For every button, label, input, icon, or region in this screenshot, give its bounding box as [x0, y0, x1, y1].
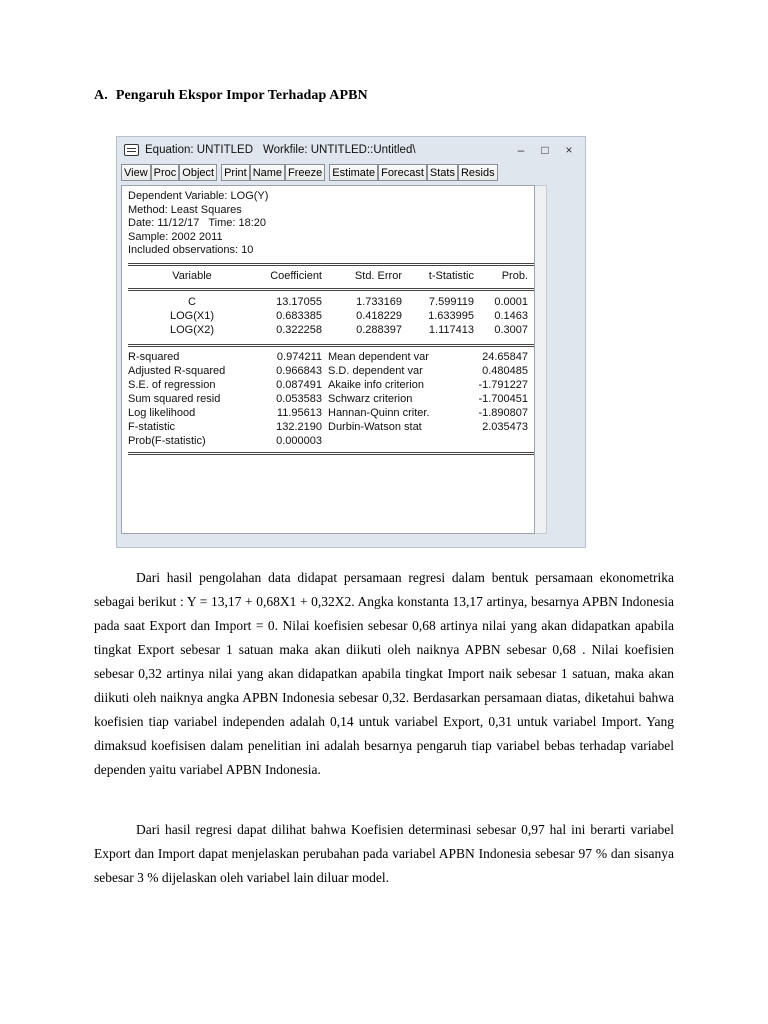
stat-label: Sum squared resid	[128, 393, 221, 405]
stat-value: -1.890807	[478, 407, 528, 419]
stat-label: Log likelihood	[128, 407, 196, 419]
view-button[interactable]: View	[121, 164, 151, 181]
section-number: A.	[94, 88, 108, 103]
paragraph-text: Dari hasil pengolahan data didapat persamaan regresi dalam bentuk persamaan ekonometrika sebagai berikut : Y = 13,17 + 0,68X1 + 0,32X2. Angka konstanta 13,17 artinya, besarnya APBN Indonesia pada saat Export dan Import = 0. Nilai koefisien sebesar 0,68 artinya nilai yang akan didapatkan apabila tingkat Export sebesar 1 satuan maka akan diikuti oleh naiknya APBN sebesar 0,68 . Nilai koefisien sebesar 0,32 artinya nilai yang akan didapatkan apabila tingkat Import naik sebesar 1 satuan, maka akan diikuti oleh naiknya angka APBN Indonesia sebesar 0,32. Berdasarkan persamaan diatas, diketahui bahwa koefisien tiap variabel independen adalah 0,14 untuk variabel Export, 0,31 untuk variabel Import. Yang dimaksud koefisisen dalam penelitian ini adalah besarnya pengaruh tiap variabel bebas terhadap variabel dependen yaitu variabel APBN Indonesia.	[94, 570, 674, 777]
output-header	[128, 190, 268, 258]
estimation-date: Date: 11/12/17 Time: 18:20	[128, 217, 266, 229]
stat-value: 0.053583	[276, 393, 322, 405]
stat-label: Durbin-Watson stat	[328, 421, 422, 433]
table-row-coefficient: 0.683385	[276, 310, 322, 322]
stat-value: 0.974211	[276, 351, 322, 363]
stat-label: Schwarz criterion	[328, 393, 413, 405]
stat-value: 132.2190	[276, 421, 322, 433]
regression-output	[121, 185, 535, 534]
freeze-button[interactable]: Freeze	[285, 164, 325, 181]
window-title	[145, 144, 515, 156]
paragraph-interpretation	[94, 566, 674, 782]
table-row-variable: LOG(X2)	[169, 324, 214, 336]
divider	[128, 263, 534, 266]
stats-button[interactable]: Stats	[427, 164, 458, 181]
resids-button[interactable]: Resids	[458, 164, 498, 181]
equation-title: Equation: UNTITLED	[145, 144, 254, 156]
table-row-t-statistic: 1.117413	[428, 324, 474, 336]
window-toolbar	[121, 164, 498, 182]
object-button[interactable]: Object	[179, 164, 217, 181]
stat-label: R-squared	[128, 351, 180, 363]
maximize-icon[interactable]: □	[541, 143, 549, 157]
observation-count: Included observations: 10	[128, 244, 254, 256]
stat-value: 11.95613	[276, 407, 322, 419]
estimate-button[interactable]: Estimate	[329, 164, 378, 181]
table-row-coefficient: 0.322258	[276, 324, 322, 336]
stat-label: Adjusted R-squared	[128, 365, 226, 377]
stat-label: Prob(F-statistic)	[128, 435, 206, 447]
stat-value: 0.480485	[482, 365, 528, 377]
divider	[128, 288, 534, 291]
estimation-method: Method: Least Squares	[128, 203, 242, 216]
name-button[interactable]: Name	[250, 164, 285, 181]
paragraph-text: Dari hasil regresi dapat dilihat bahwa Koefisien determinasi sebesar 0,97 hal ini berarti variabel Export dan Import dapat menjelaskan perubahan pada variabel APBN Indonesia sebesar 97 % dan sisanya sebesar 3 % dijelaskan oleh variabel lain diluar model.	[94, 822, 674, 885]
equation-window	[116, 136, 586, 548]
stat-value: 0.966843	[276, 365, 322, 377]
stat-label: Mean dependent var	[328, 351, 429, 363]
stat-value: 0.000003	[276, 435, 322, 447]
column-header-coefficient: Coefficient	[270, 270, 322, 282]
dependent-variable: Dependent Variable: LOG(Y)	[128, 190, 269, 202]
close-icon[interactable]: ×	[565, 143, 573, 157]
column-header-t-statistic: t-Statistic	[428, 270, 474, 282]
stat-value: -1.791227	[478, 379, 528, 391]
stat-label: S.E. of regression	[128, 379, 216, 391]
table-row-prob: 0.1463	[494, 310, 528, 322]
column-header-std-error: Std. Error	[354, 270, 402, 282]
table-row-std-error: 0.288397	[356, 324, 402, 336]
table-row-variable: C	[188, 296, 196, 308]
table-row-t-statistic: 1.633995	[428, 310, 474, 322]
table-row-std-error: 1.733169	[356, 296, 402, 308]
table-row-prob: 0.3007	[494, 324, 528, 336]
section-heading	[94, 88, 368, 104]
column-header-variable: Variable	[172, 270, 212, 282]
forecast-button[interactable]: Forecast	[378, 164, 427, 181]
paragraph-determination	[94, 818, 674, 890]
stat-value: 0.087491	[276, 379, 322, 391]
divider	[128, 452, 534, 455]
section-title: Pengaruh Ekspor Impor Terhadap APBN	[115, 88, 368, 103]
proc-button[interactable]: Proc	[151, 164, 180, 181]
equation-icon	[124, 144, 139, 156]
stat-value: 2.035473	[482, 421, 528, 433]
stat-label: S.D. dependent var	[328, 365, 423, 377]
stat-label: Hannan-Quinn criter.	[328, 407, 430, 419]
table-row-prob: 0.0001	[494, 296, 528, 308]
table-row-std-error: 0.418229	[356, 310, 402, 322]
table-row-t-statistic: 7.599119	[428, 296, 474, 308]
vertical-scrollbar[interactable]	[535, 185, 547, 534]
table-row-variable: LOG(X1)	[169, 310, 214, 322]
print-button[interactable]: Print	[221, 164, 250, 181]
workfile-title: Workfile: UNTITLED::Untitled\	[263, 144, 416, 156]
divider	[128, 344, 534, 347]
stat-value: -1.700451	[478, 393, 528, 405]
stat-label: F-statistic	[128, 421, 176, 433]
window-titlebar[interactable]	[117, 137, 585, 163]
table-row-coefficient: 13.17055	[276, 296, 322, 308]
minimize-icon[interactable]: –	[517, 143, 525, 157]
stat-label: Akaike info criterion	[328, 379, 424, 391]
sample-range: Sample: 2002 2011	[128, 230, 223, 243]
stat-value: 24.65847	[482, 351, 528, 363]
column-header-prob: Prob.	[501, 270, 528, 282]
